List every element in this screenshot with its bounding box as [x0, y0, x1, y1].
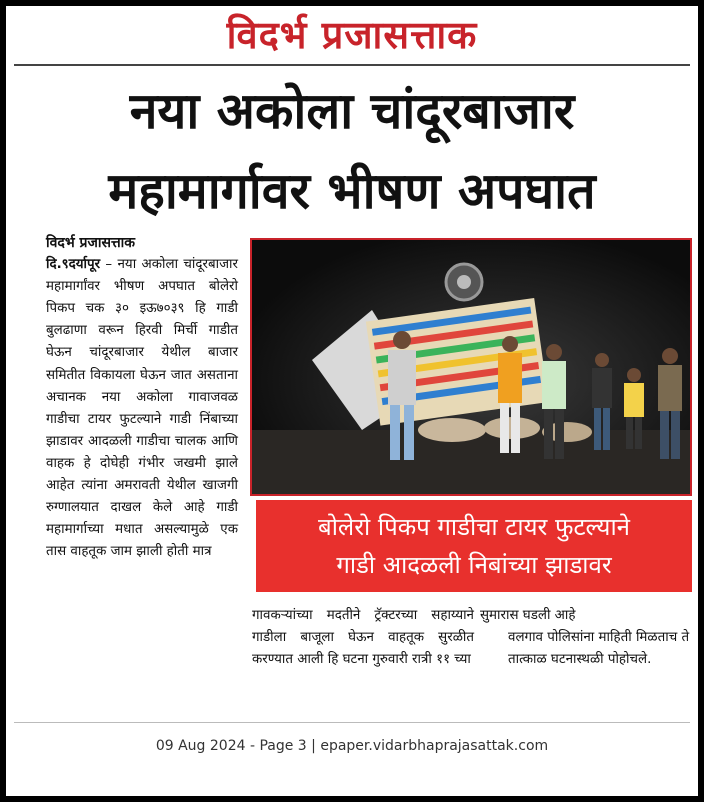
headline-line-2: महामार्गावर भीषण अपघात	[108, 162, 596, 220]
masthead-divider	[14, 64, 690, 66]
footer-divider	[14, 722, 690, 723]
article-body-right-2: वलगाव पोलिसांना माहिती मिळताच ते तात्काळ घटनास्थळी पोहोचले.	[508, 630, 690, 668]
article-column-left	[16, 232, 238, 563]
article-body-right-1: सुमारास घडली आहे	[480, 608, 576, 623]
article-body-mid: गावकऱ्यांच्या मदतीने ट्रॅक्टरच्या सहाय्याने गाडीला बाजूला घेऊन वाहतूक सुरळीत करण्यात आली हि घटना गुरुवारी रात्री ११ च्या	[252, 608, 474, 668]
accident-photo-illustration	[252, 240, 690, 494]
photo-caption-callout	[256, 500, 692, 592]
masthead-title: विदर्भ प्रजासत्ताक	[226, 13, 478, 57]
callout-line-1: बोलेरो पिकप गाडीचा टायर फुटल्याने	[318, 513, 630, 541]
footer-page-info: 09 Aug 2024 - Page 3 | epaper.vidarbhaprajasattak.com	[155, 738, 549, 754]
epaper-page	[6, 6, 698, 796]
article-body-left: – नया अकोला चांदूरबाजार महामार्गांवर भीषण अपघात बोलेरो पिकप चक ३० इऊ७०३९ हि गाडी बुलढाणा वरून हिरवी मिर्ची गाडीत घेऊन चांदूरबाजार येथील बाजार समितीत विकायला घेऊन जात असताना अचानक नया अकोला गावाजवळ गाडीचा टायर फुटल्याने गाडी निंबाच्या झाडावर आदळली गाडीचा चालक आणि वाहक हे दोघेही गंभीर जखमी झाले आहेत त्यांना अमरावती येथील खाजगी रुग्णालयात दाखल केले आहे गाडी महामार्गाच्या मधात असल्यामुळे एक तास वाहतूक जाम झाली होती मात्र	[46, 257, 238, 560]
byline: विदर्भ प्रजासत्ताक	[46, 235, 136, 251]
dateline: दि.९दर्यापूर	[46, 257, 101, 273]
article-column-right	[480, 605, 694, 671]
headline-line-1: नया अकोला चांदूरबाजार	[129, 82, 575, 140]
callout-line-2: गाडी आदळली निबांच्या झाडावर	[336, 551, 612, 579]
news-photo	[250, 238, 692, 496]
